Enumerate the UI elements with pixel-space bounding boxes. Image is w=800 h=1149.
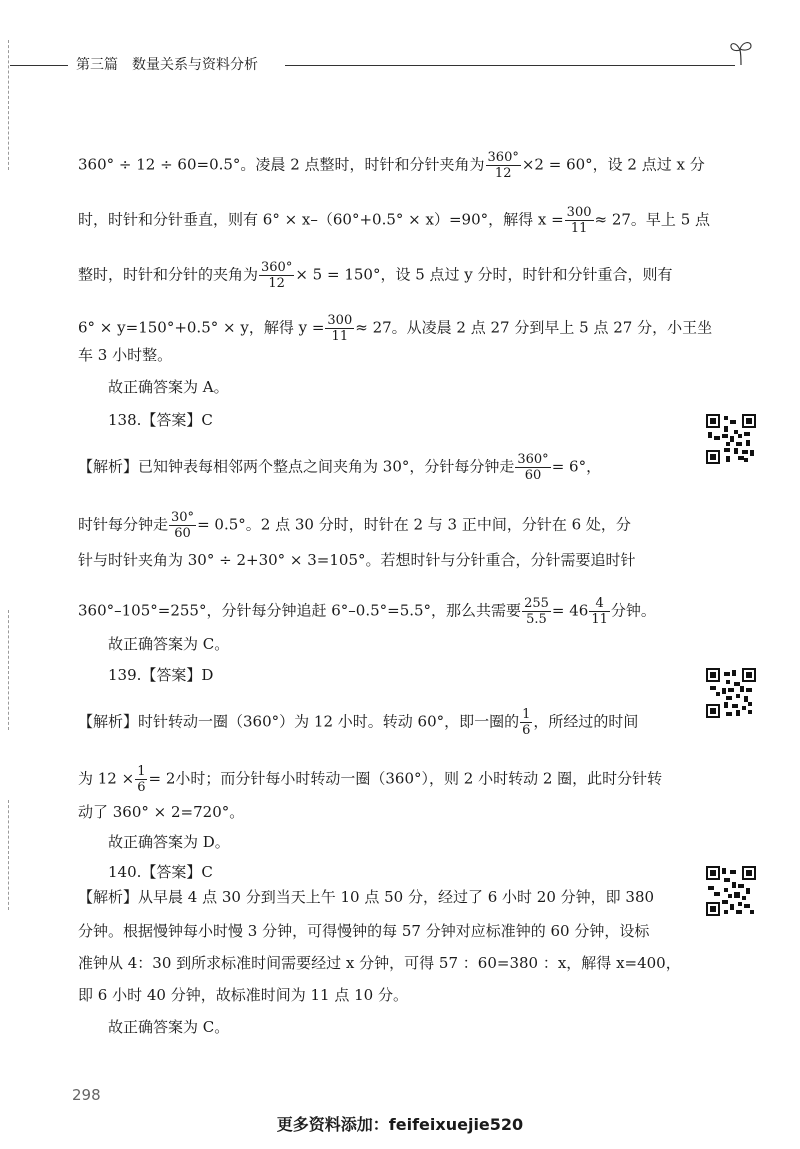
text-segment: 【解析】从早晨 4 点 30 分到当天上午 10 点 50 分，经过了 6 小时 20 分钟，即 380 [78,888,655,906]
fraction-numerator: 360° [517,452,549,467]
fraction-denominator: 6 [137,780,146,795]
text-segment: 360° ÷ 12 ÷ 60=0.5°。凌晨 2 点整时，时针和分针夹角为 [78,155,485,174]
fraction-denominator: 5.5 [526,612,547,627]
text-line [78,596,656,627]
fraction-numerator: 1 [137,764,146,779]
text-line [78,345,172,365]
text-segment: 准钟从 4：30 到所求标准时间需要经过 x 分钟，可得 57 ：60=380 ：x，解得 x=400， [78,954,681,972]
fraction-numerator: 360° [487,150,519,165]
fraction [515,452,550,483]
fraction [169,510,196,541]
text-segment: 故正确答案为 D。 [108,833,230,851]
text-segment: 【解析】已知钟表每相邻两个整点之间夹角为 30°，分针每分钟走 [78,457,515,476]
answer-line [108,1017,229,1037]
text-segment: ≈ 27。从凌晨 2 点 27 分到早上 5 点 27 分，小王坐 [355,318,713,337]
text-segment: 即 6 小时 40 分钟，故标准时间为 11 点 10 分。 [78,986,408,1004]
fraction [589,596,610,627]
text-segment: 139.【答案】D [108,666,214,684]
fraction [522,596,551,627]
text-segment: 动了 360° × 2=720°。 [78,803,245,821]
text-segment: 时针每分钟走 [78,515,169,534]
text-line [78,510,631,541]
text-line [78,802,244,822]
text-line [78,953,681,973]
text-segment: ×2 = 60°，设 2 点过 x 分 [521,155,705,174]
fraction-denominator: 11 [570,221,588,236]
answer-line [108,634,229,654]
text-segment: 时，时针和分针垂直，则有 6° × x–（60°+0.5° × x）=90°，解得 x = [78,210,564,229]
footer-note: 更多资料添加：feifeixuejie520 [276,1115,524,1134]
text-segment: 故正确答案为 A。 [108,378,229,396]
fraction-denominator: 6 [522,723,531,738]
header-title: 第三篇 数量关系与资料分析 [76,57,258,73]
text-line [78,150,705,181]
fraction [325,313,354,344]
fraction [520,707,532,738]
answer-line [108,377,229,397]
text-segment: = 46 [551,601,589,620]
text-line [78,452,601,483]
text-segment: ，所经过的时间 [533,712,639,731]
text-segment: 分钟。根据慢钟每小时慢 3 分钟，可得慢钟的每 57 分钟对应标准钟的 60 分钟，设标 [78,922,650,940]
text-line [78,313,712,344]
text-segment: 故正确答案为 C。 [108,635,230,653]
fraction-denominator: 60 [524,468,542,483]
text-segment: 【解析】时针转动一圈（360°）为 12 小时。转动 60°，即一圈的 [78,712,520,731]
fraction [565,205,594,236]
text-segment: 针与时针夹角为 30° ÷ 2+30° × 3=105°。若想时针与分针重合，分针需要追时针 [78,551,636,569]
sprout-icon [728,38,754,66]
fraction-numerator: 30° [171,510,195,525]
page-number: 298 [72,1086,101,1104]
text-segment: × 5 = 150°，设 5 点过 y 分时，时针和分针重合，则有 [295,265,673,284]
qr-code-icon [706,668,756,718]
text-segment: = 6°， [551,457,602,476]
text-line [78,764,662,795]
text-segment: 为 12 × [78,769,135,788]
fraction-numerator: 300 [327,313,353,328]
text-line [78,985,408,1005]
text-segment: 车 3 小时整。 [78,346,173,364]
header-rule-left [10,65,68,66]
fraction [135,764,147,795]
fraction-denominator: 11 [331,329,349,344]
fraction-numerator: 1 [522,707,531,722]
fraction [486,150,521,181]
text-segment: 360°–105°=255°，分针每分钟追赶 6°–0.5°=5.5°，那么共需要 [78,601,522,620]
fraction-denominator: 12 [268,276,285,291]
text-line [78,550,636,570]
fraction-numerator: 300 [566,205,592,220]
fraction-denominator: 60 [174,526,191,541]
text-segment: = 2小时；而分针每小时转动一圈（360°），则 2 小时转动 2 圈，此时分针转 [148,769,663,788]
margin-dash-middle [8,610,9,730]
text-segment: 6° × y=150°+0.5° × y，解得 y = [78,318,325,337]
margin-dash-bottom [8,800,9,910]
text-line [78,887,654,907]
text-line [78,205,710,236]
fraction-denominator: 12 [494,166,512,181]
fraction-denominator: 11 [591,612,608,627]
qr-code-icon [706,414,756,464]
fraction-numerator: 4 [589,596,610,612]
qr-code-icon [706,866,756,916]
text-line [78,260,673,291]
text-segment: 140.【答案】C [108,863,213,881]
header-rule-right [285,65,735,66]
fraction [259,260,294,291]
text-line [78,921,649,941]
text-segment: 整时，时针和分针的夹角为 [78,265,259,284]
text-segment: 分钟。 [610,601,656,620]
fraction-numerator: 255 [524,596,549,611]
running-header [0,52,800,76]
answer-heading [108,862,213,882]
answer-heading [108,410,213,430]
text-line [78,707,638,738]
text-segment: = 0.5°。2 点 30 分时，时针在 2 与 3 正中间，分针在 6 处，分 [197,515,631,534]
fraction-numerator: 360° [261,260,293,275]
text-segment: ≈ 27。早上 5 点 [594,210,711,229]
text-segment: 138.【答案】C [108,411,213,429]
answer-line [108,832,230,852]
answer-heading [108,665,213,685]
text-segment: 故正确答案为 C。 [108,1018,230,1036]
